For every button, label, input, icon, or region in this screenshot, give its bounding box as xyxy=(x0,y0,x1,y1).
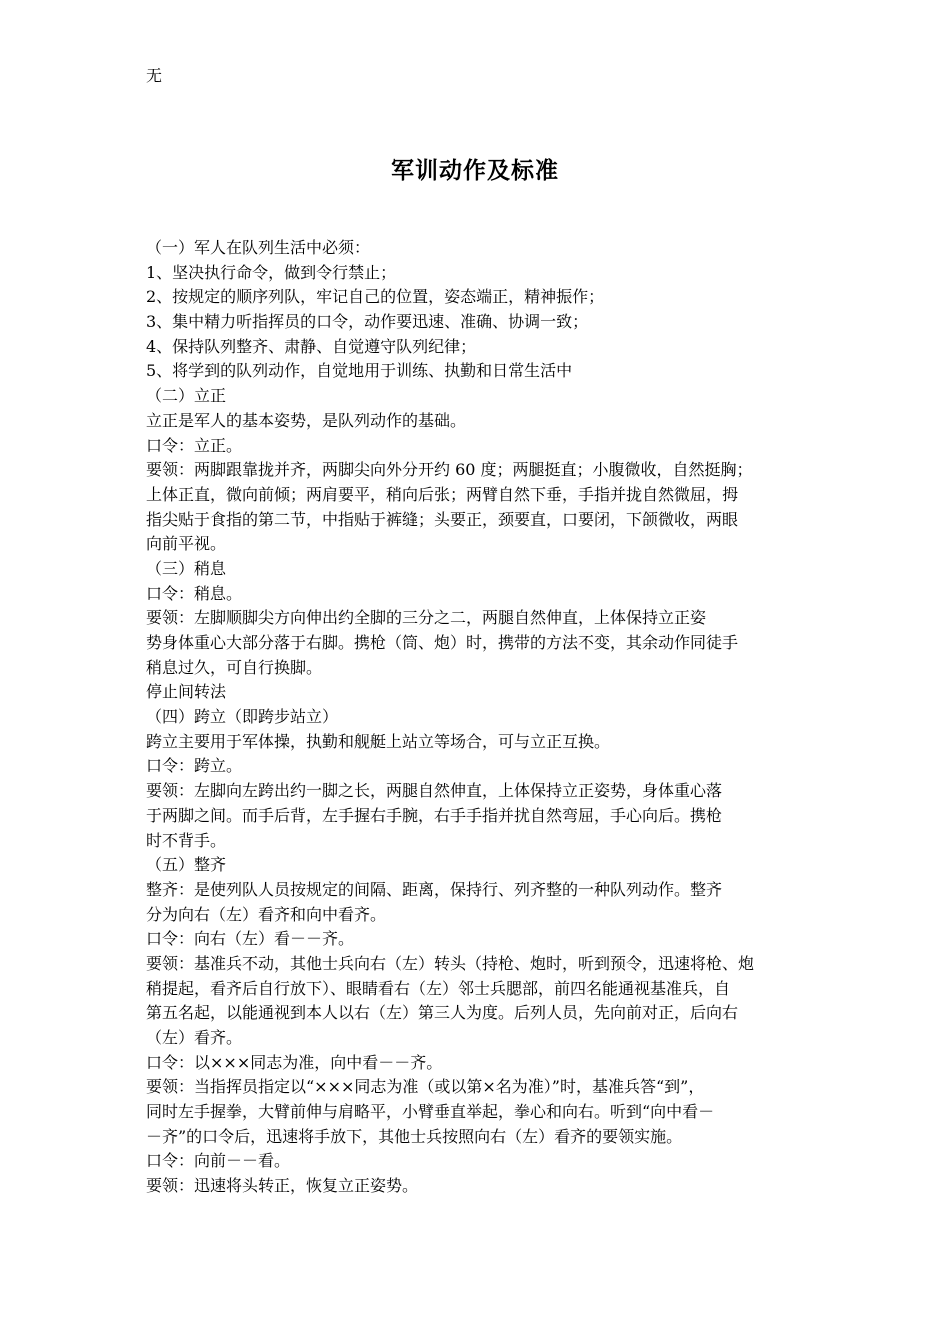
text-line: 停止间转法 xyxy=(146,682,227,702)
text-line: 口令：跨立。 xyxy=(146,756,243,776)
text-line: 势身体重心大部分落于右脚。携枪（筒、炮）时，携带的方法不变，其余动作同徒手 xyxy=(146,633,739,652)
header-mark: 无 xyxy=(146,66,163,85)
text-line: 整齐：是使列队人员按规定的间隔、距离，保持行、列齐整的一种队列动作。整齐 xyxy=(146,879,723,899)
text-line: 稍提起，看齐后自行放下）、眼睛看右（左）邻士兵腮部，前四名能通视基准兵，自 xyxy=(146,978,731,998)
text-line: 要领：迅速将头转正，恢复立正姿势。 xyxy=(146,1176,419,1196)
text-line: 口令：向前－－看。 xyxy=(146,1151,291,1171)
text-line: 3、集中精力听指挥员的口令，动作要迅速、准确、协调一致； xyxy=(146,312,589,332)
text-line: （二）立正 xyxy=(146,386,227,406)
text-line: 要领：左脚向左跨出约一脚之长，两腿自然伸直，上体保持立正姿势，身体重心落 xyxy=(146,781,723,801)
text-line: 上体正直，微向前倾；两肩要平，稍向后张；两臂自然下垂，手指并拢自然微屈，拇 xyxy=(146,484,739,504)
text-line: －齐”的口令后，迅速将手放下，其他士兵按照向右（左）看齐的要领实施。 xyxy=(146,1126,683,1146)
text-line: 同时左手握拳，大臂前伸与肩略平，小臂垂直举起，拳心和向右。听到“向中看－ xyxy=(146,1102,715,1122)
text-line: （五）整齐 xyxy=(146,855,227,875)
text-line: 要领：当指挥员指定以“×××同志为准（或以第×名为准）”时，基准兵答“到”， xyxy=(146,1077,705,1097)
text-line: 稍息过久，可自行换脚。 xyxy=(146,657,323,677)
text-line: （一）军人在队列生活中必须： xyxy=(146,238,371,257)
text-line: 口令：向右（左）看－－齐。 xyxy=(146,929,355,949)
text-line: 口令：立正。 xyxy=(146,435,243,455)
text-line: 4、保持队列整齐、肃静、自觉遵守队列纪律； xyxy=(146,336,477,356)
text-line: 2、按规定的顺序列队，牢记自己的位置，姿态端正，精神振作； xyxy=(146,287,605,307)
text-line: （四）跨立（即跨步站立） xyxy=(146,707,339,727)
text-line: 第五名起，以能通视到本人以右（左）第三人为度。后列人员，先向前对正，后向右 xyxy=(146,1003,739,1023)
text-line: 口令：稍息。 xyxy=(146,583,243,603)
text-line: 于两脚之间。而手后背，左手握右手腕，右手手指并扰自然弯屈，手心向后。携枪 xyxy=(146,805,723,825)
text-line: 跨立主要用于军体操，执勤和舰艇上站立等场合，可与立正互换。 xyxy=(146,731,611,751)
document-body xyxy=(146,236,810,1199)
text-line: 口令：以×××同志为准，向中看－－齐。 xyxy=(146,1052,443,1072)
text-line: 5、将学到的队列动作，自觉地用于训练、执勤和日常生活中 xyxy=(146,361,573,381)
text-line: 要领：两脚跟靠拢并齐，两脚尖向外分开约 60 度；两腿挺直；小腹微收，自然挺胸； xyxy=(146,460,753,480)
text-line: 指尖贴于食指的第二节，中指贴于裤缝；头要正，颈要直，口要闭，下颌微收，两眼 xyxy=(146,509,739,529)
text-line: 时不背手。 xyxy=(146,830,227,850)
text-line: 立正是军人的基本姿势，是队列动作的基础。 xyxy=(146,410,467,430)
text-line: （三）稍息 xyxy=(146,558,227,578)
text-line: 1、坚决执行命令，做到令行禁止； xyxy=(146,262,397,282)
text-line: 要领：基准兵不动，其他士兵向右（左）转头（持枪、炮时，听到预令，迅速将枪、炮 xyxy=(146,953,755,973)
text-line: 向前平视。 xyxy=(146,534,227,554)
text-line: 要领：左脚顺脚尖方向伸出约全脚的三分之二，两腿自然伸直，上体保持立正姿 xyxy=(146,608,707,628)
text-line: （左）看齐。 xyxy=(146,1028,243,1047)
text-line: 分为向右（左）看齐和向中看齐。 xyxy=(146,904,387,924)
document-title: 军训动作及标准 xyxy=(391,157,559,184)
